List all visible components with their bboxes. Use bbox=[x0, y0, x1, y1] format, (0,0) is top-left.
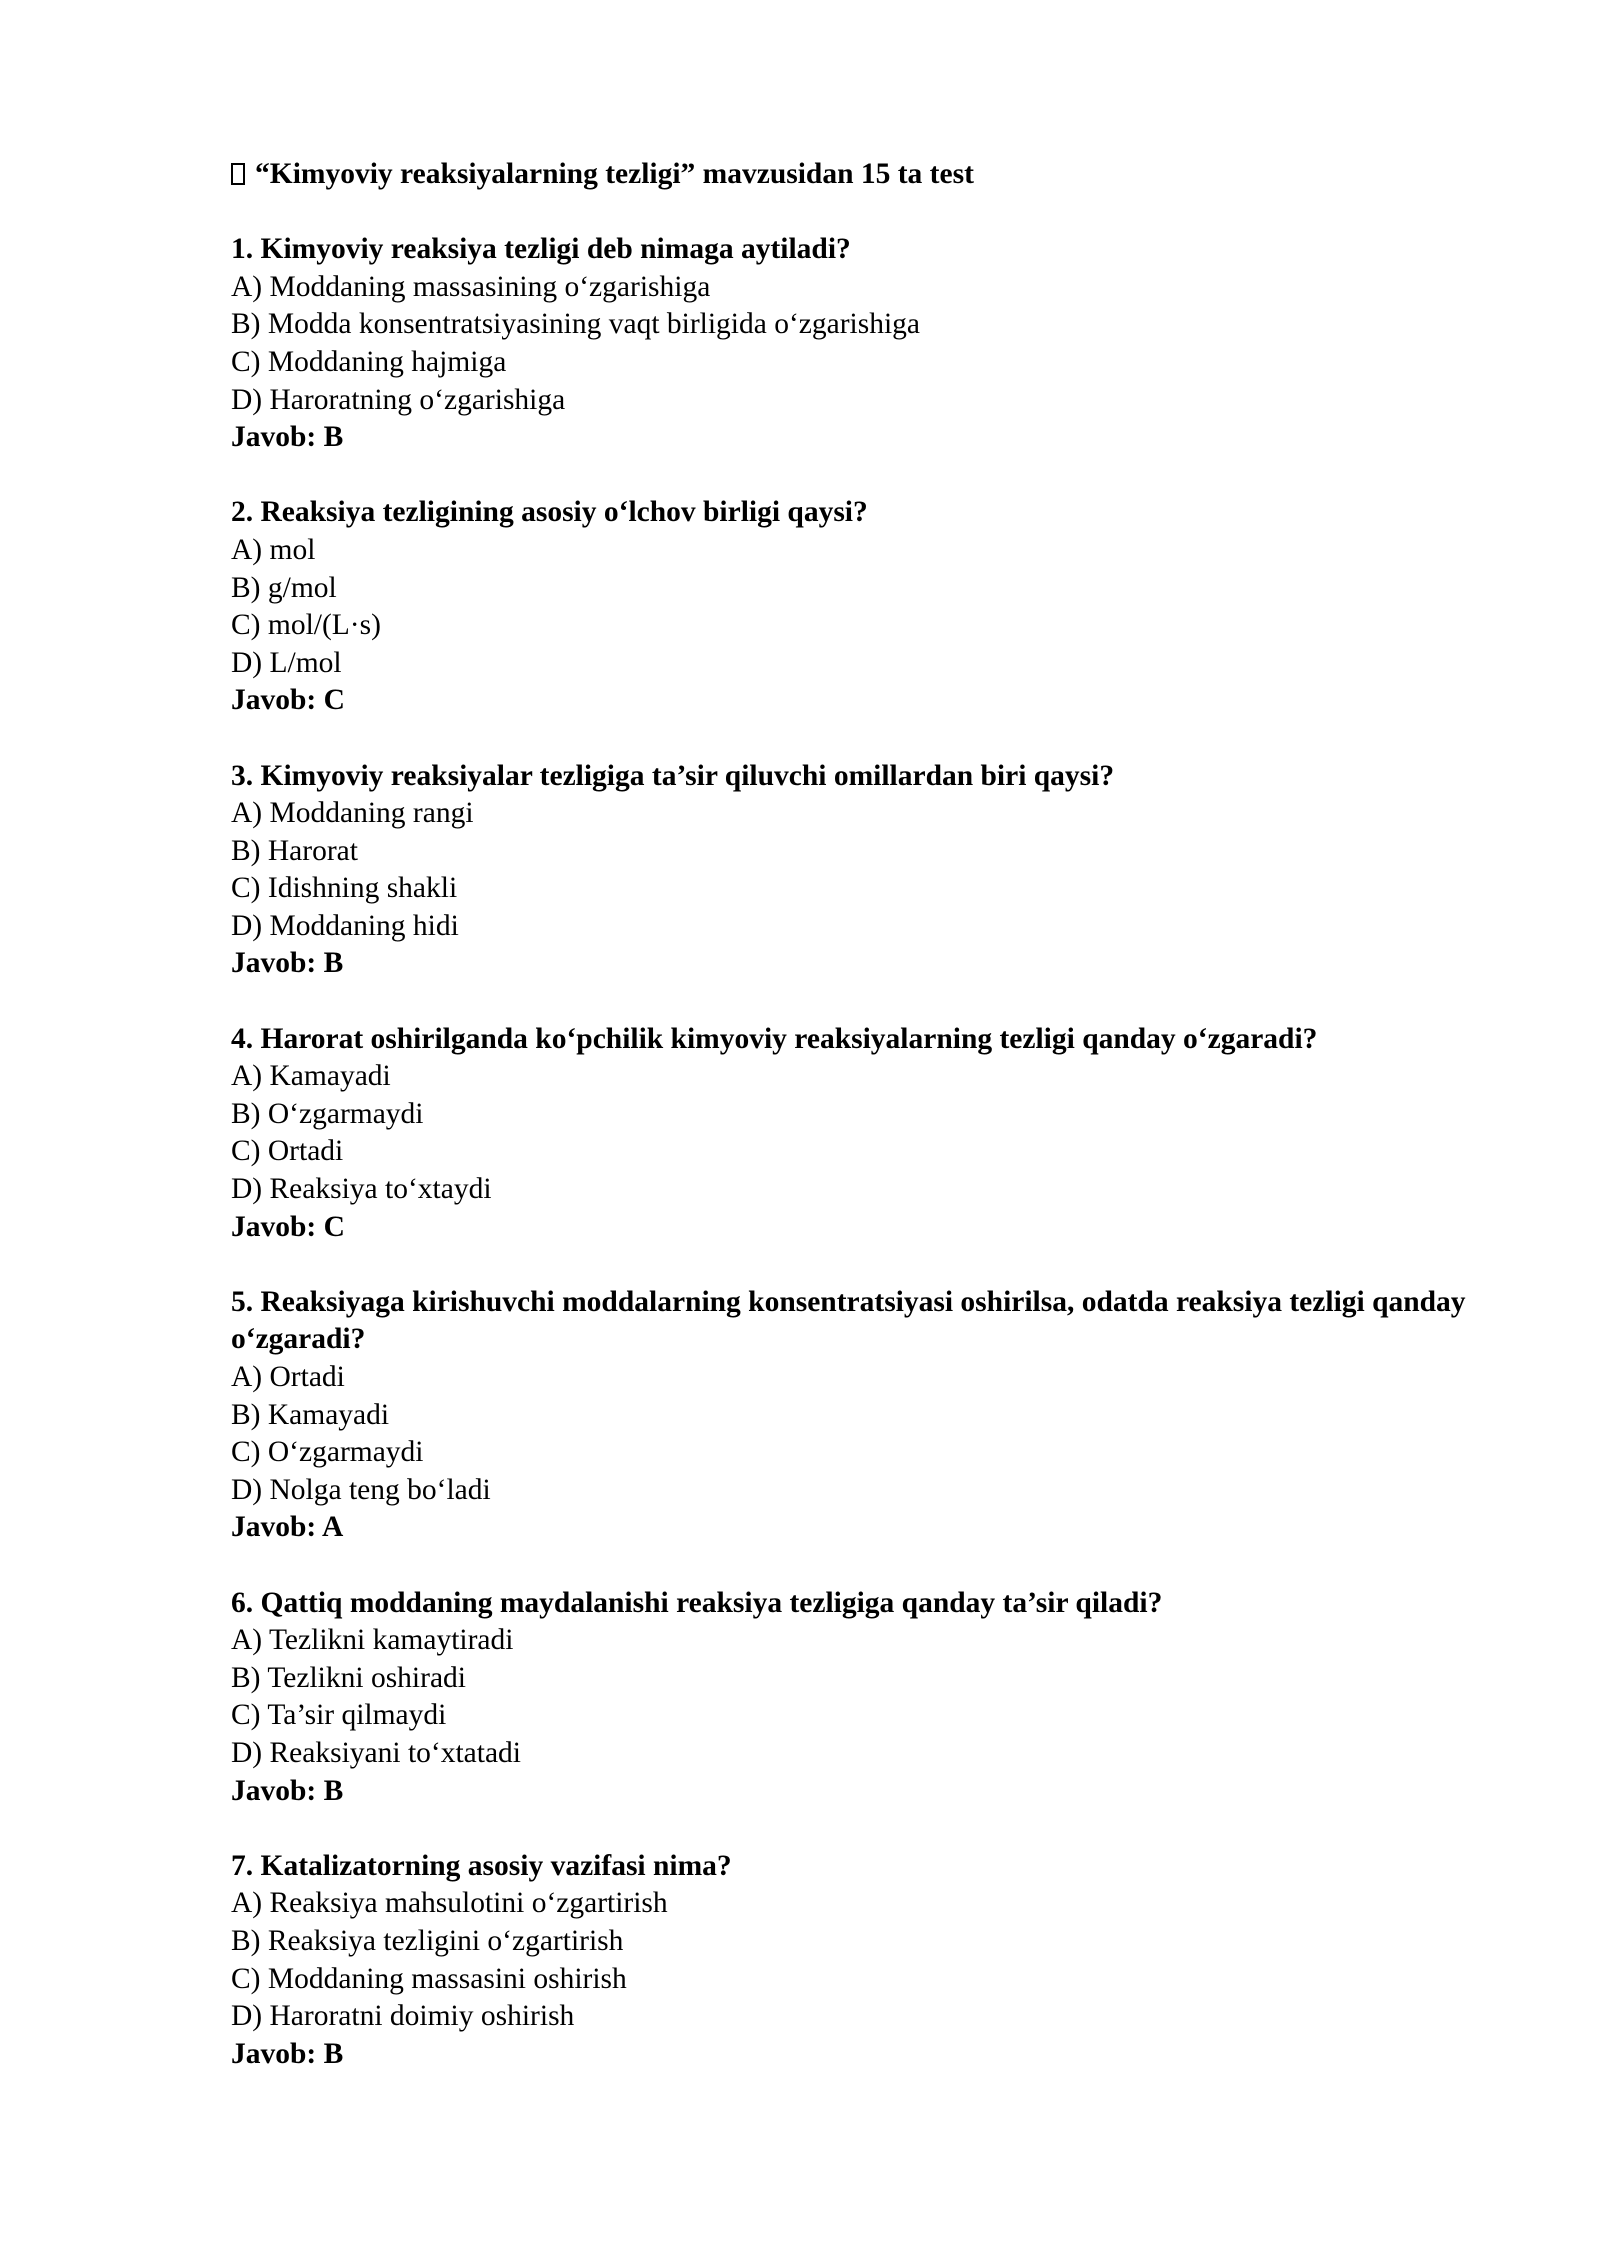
question-4 bbox=[231, 1021, 1491, 1247]
answer-key: Javob: B bbox=[231, 947, 344, 980]
option-b: B) O‘zgarmaydi bbox=[231, 1097, 424, 1130]
answer-key: Javob: B bbox=[231, 1774, 344, 1807]
option-d: D) Moddaning hidi bbox=[231, 909, 459, 942]
option-b: B) Tezlikni oshiradi bbox=[231, 1661, 466, 1694]
option-d: D) Haroratni doimiy oshirish bbox=[231, 2000, 575, 2033]
question-1 bbox=[231, 231, 1491, 457]
answer-key: Javob: C bbox=[231, 684, 345, 717]
question-text: 2. Reaksiya tezligining asosiy o‘lchov birligi qaysi? bbox=[231, 496, 868, 529]
option-c: C) O‘zgarmaydi bbox=[231, 1436, 424, 1469]
option-b: B) Harorat bbox=[231, 834, 358, 867]
option-b: B) Kamayadi bbox=[231, 1398, 390, 1431]
answer-key: Javob: B bbox=[231, 421, 344, 454]
option-d: D) L/mol bbox=[231, 646, 342, 679]
question-5 bbox=[231, 1284, 1491, 1547]
option-a: A) Ortadi bbox=[231, 1361, 345, 1393]
document-title bbox=[231, 156, 1491, 194]
option-d: D) Reaksiyani to‘xtatadi bbox=[231, 1736, 522, 1769]
question-3 bbox=[231, 758, 1491, 984]
option-a: A) Moddaning rangi bbox=[231, 797, 474, 830]
option-b: B) g/mol bbox=[231, 571, 337, 604]
option-c: C) Moddaning massasini oshirish bbox=[231, 1962, 627, 1995]
option-d: D) Haroratning o‘zgarishiga bbox=[231, 383, 566, 416]
option-b: B) Modda konsentratsiyasining vaqt birligida o‘zgarishiga bbox=[231, 308, 921, 341]
title-text: “Kimyoviy reaksiyalarning tezligi” mavzusidan 15 ta test bbox=[255, 158, 974, 190]
option-d: D) Reaksiya to‘xtaydi bbox=[231, 1173, 492, 1206]
option-c: C) mol/(L·s) bbox=[231, 609, 381, 642]
question-6 bbox=[231, 1585, 1491, 1811]
option-b: B) Reaksiya tezligini o‘zgartirish bbox=[231, 1924, 624, 1957]
option-c: C) Idishning shakli bbox=[231, 872, 458, 905]
answer-key: Javob: A bbox=[231, 1511, 344, 1544]
missing-glyph-icon bbox=[231, 163, 245, 185]
question-text: 1. Kimyoviy reaksiya tezligi deb nimaga aytiladi? bbox=[231, 233, 851, 266]
question-text: 6. Qattiq moddaning maydalanishi reaksiya tezligiga qanday ta’sir qiladi? bbox=[231, 1586, 1163, 1619]
document-page bbox=[231, 156, 1491, 2111]
answer-key: Javob: B bbox=[231, 2037, 344, 2070]
option-c: C) Moddaning hajmiga bbox=[231, 345, 507, 378]
answer-key: Javob: C bbox=[231, 1210, 345, 1243]
option-a: A) Reaksiya mahsulotini o‘zgartirish bbox=[231, 1887, 668, 1920]
option-c: C) Ortadi bbox=[231, 1135, 344, 1168]
question-text: 3. Kimyoviy reaksiyalar tezligiga ta’sir qiluvchi omillardan biri qaysi? bbox=[231, 759, 1115, 792]
question-2 bbox=[231, 494, 1491, 720]
question-text: 7. Katalizatorning asosiy vazifasi nima? bbox=[231, 1849, 732, 1882]
option-c: C) Ta’sir qilmaydi bbox=[231, 1699, 447, 1732]
question-7 bbox=[231, 1848, 1491, 2074]
option-d: D) Nolga teng bo‘ladi bbox=[231, 1473, 491, 1506]
option-a: A) Kamayadi bbox=[231, 1060, 391, 1093]
question-text: 5. Reaksiyaga kirishuvchi moddalarning konsentratsiyasi oshirilsa, odatda reaksiya tezligi qanday o‘zgaradi? bbox=[231, 1285, 1466, 1356]
question-text: 4. Harorat oshirilganda ko‘pchilik kimyoviy reaksiyalarning tezligi qanday o‘zgaradi? bbox=[231, 1022, 1318, 1055]
option-a: A) Moddaning massasining o‘zgarishiga bbox=[231, 270, 711, 303]
option-a: A) Tezlikni kamaytiradi bbox=[231, 1624, 514, 1657]
option-a: A) mol bbox=[231, 533, 316, 566]
